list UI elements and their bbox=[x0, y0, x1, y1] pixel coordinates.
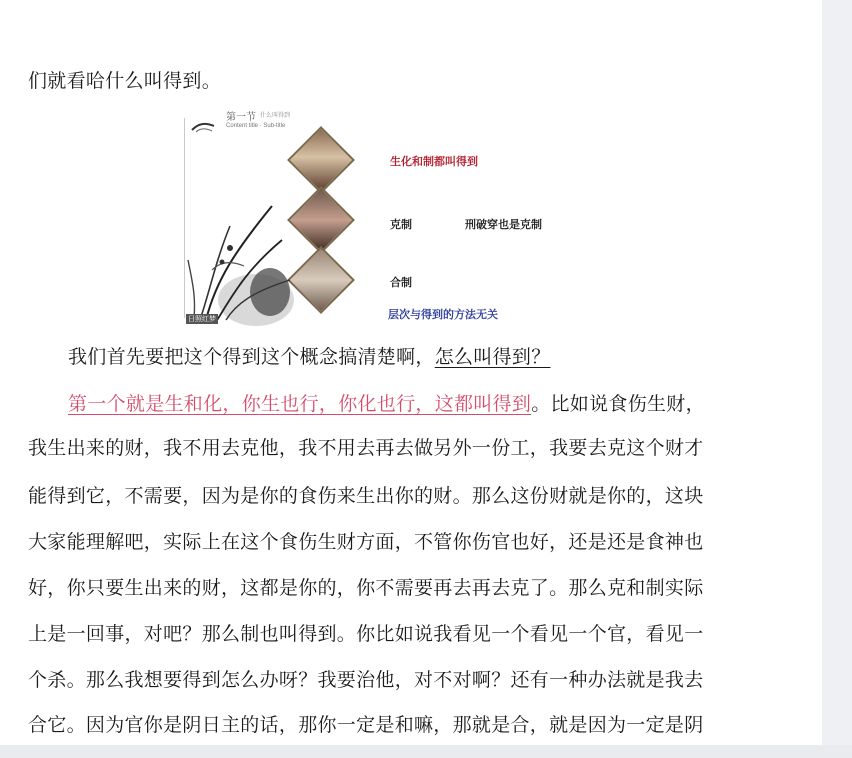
slide-divider bbox=[184, 118, 185, 318]
slide-section-title: 第一节 bbox=[226, 112, 256, 123]
text-line-3 bbox=[68, 389, 705, 416]
embedded-slide-image bbox=[180, 100, 542, 328]
text-line-2-lead: 我们首先要把这个得到这个概念搞清楚啊， bbox=[68, 346, 435, 368]
slide-photo-diamond-3 bbox=[287, 246, 355, 314]
slide-item-he: 合制 bbox=[390, 276, 412, 289]
text-line-7: 好，你只要生出来的财，这都是你的，你不需要再去再去克了。那么克和制实际 bbox=[28, 577, 704, 599]
text-line-8: 上是一回事，对吧？那么制也叫得到。你比如说我看见一个看见一个官，看见一 bbox=[28, 623, 704, 645]
text-line-5: 能得到它，不需要，因为是你的食伤来生出你的财。那么这份财就是你的，这块 bbox=[28, 485, 704, 507]
bottom-edge bbox=[0, 745, 852, 758]
text-line-2-underlined: 怎么叫得到？ bbox=[434, 346, 551, 368]
text-line-6: 大家能理解吧，实际上在这个食伤生财方面，不管你伤官也好，还是还是食神也 bbox=[28, 531, 704, 553]
text-line-3-rest: 。比如说食伤生财， bbox=[531, 393, 705, 415]
ink-brush-logo-icon bbox=[190, 116, 216, 136]
slide-watermark-stamp: 日照红梦 bbox=[188, 316, 216, 323]
text-line-2 bbox=[68, 342, 551, 369]
slide-photo-diamond-1 bbox=[287, 126, 355, 194]
slide-photo-diamond-2 bbox=[287, 186, 355, 254]
slide-section-english: Content title · Sub-title bbox=[226, 123, 286, 129]
text-line-1: 们就看哈什么叫得到。 bbox=[28, 70, 222, 92]
orchid-ink-painting-icon bbox=[186, 200, 294, 326]
right-scroll-area bbox=[822, 0, 852, 758]
text-line-9: 个杀。那么我想要得到怎么办呀？我要治他，对不对啊？还有一种办法就是我去 bbox=[28, 669, 704, 691]
text-line-4: 我生出来的财，我不用去克他，我不用去再去做另外一份工，我要去克这个财才 bbox=[28, 437, 704, 459]
highlighted-definition: 第一个就是生和化，你生也行，你化也行，这都叫得到 bbox=[68, 393, 532, 415]
slide-item-red: 生化和制都叫得到 bbox=[390, 155, 478, 168]
slide-item-blue: 层次与得到的方法无关 bbox=[388, 308, 498, 321]
text-line-10: 合它。因为官你是阴日主的话，那你一定是和嘛，那就是合，就是因为一定是阴 bbox=[28, 714, 704, 736]
slide-item-ke-note: 刑破穿也是克制 bbox=[465, 218, 542, 231]
slide-section-subtitle: 什么叫得到 bbox=[260, 112, 291, 119]
slide-item-ke: 克制 bbox=[390, 218, 412, 231]
